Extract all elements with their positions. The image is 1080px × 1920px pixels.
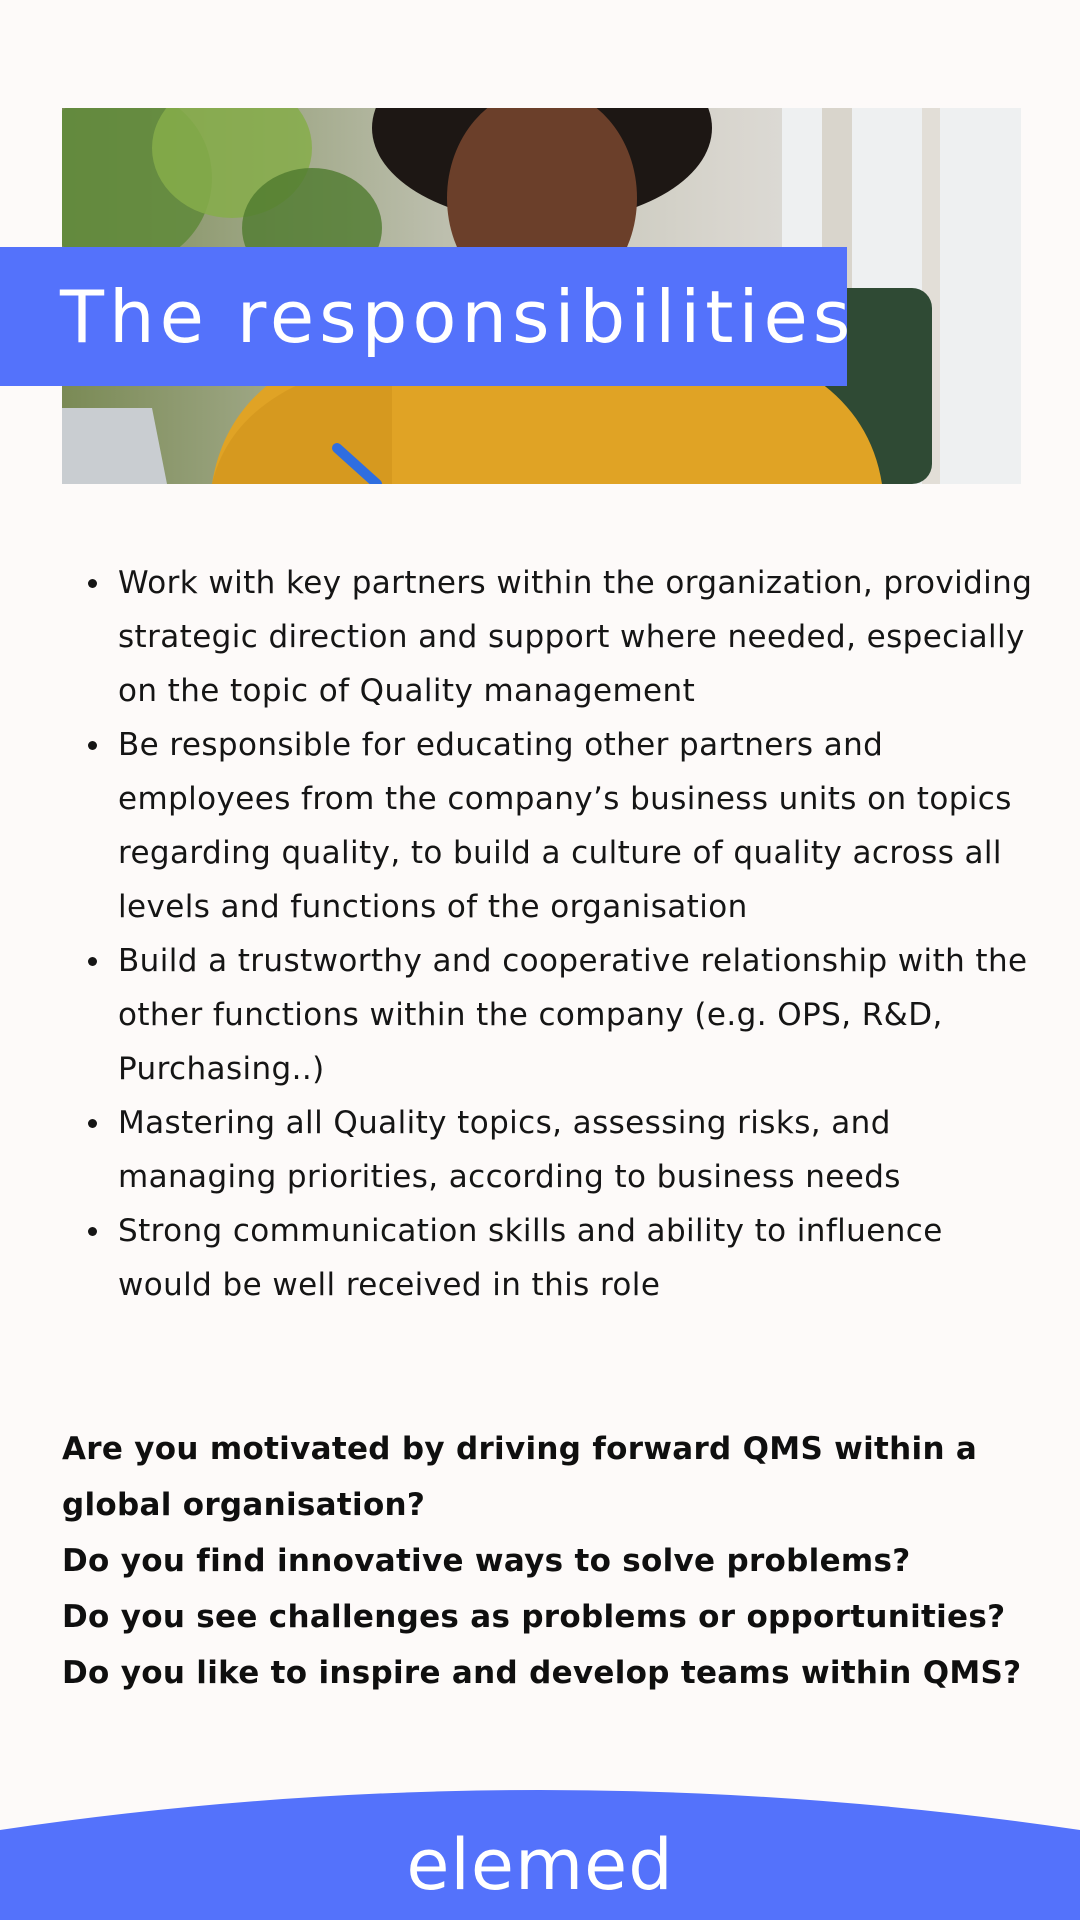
list-item: Mastering all Quality topics, assessing risks, and managing priorities, according to business needs <box>118 1096 1042 1204</box>
responsibilities-list <box>62 556 1042 1312</box>
page-title: The responsibilities <box>60 274 856 359</box>
question: Are you motivated by driving forward QMS within a global organisation? <box>62 1431 978 1523</box>
list-item: Build a trustworthy and cooperative relationship with the other functions within the company (e.g. OPS, R&D, Purchasing..) <box>118 934 1042 1096</box>
question: Do you see challenges as problems or opportunities? <box>62 1599 1006 1635</box>
list-item: Be responsible for educating other partners and employees from the company’s business units on topics regarding quality, to build a culture of quality across all levels and functions of the organisation <box>118 718 1042 934</box>
elemed-logo: elemed <box>406 1824 674 1906</box>
list-item: Strong communication skills and ability to influence would be well received in this role <box>118 1204 1042 1312</box>
question: Do you find innovative ways to solve problems? <box>62 1543 911 1579</box>
questions-block <box>62 1421 1062 1701</box>
list-item: Work with key partners within the organization, providing strategic direction and support where needed, especially on the topic of Quality management <box>118 556 1042 718</box>
title-banner <box>0 247 856 386</box>
question: Do you like to inspire and develop teams within QMS? <box>62 1655 1022 1691</box>
footer <box>0 1780 1080 1920</box>
